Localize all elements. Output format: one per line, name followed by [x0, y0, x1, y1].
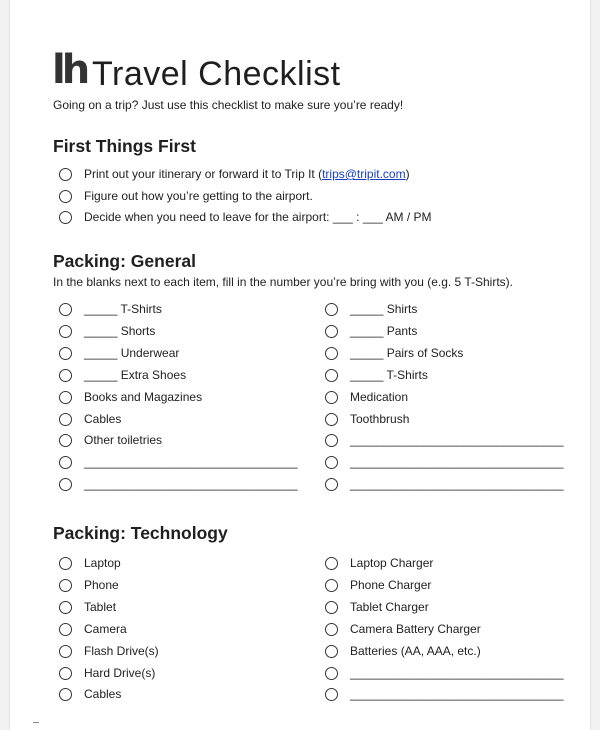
checklist-item-itinerary[interactable]: [59, 164, 410, 184]
checkbox-circle-icon[interactable]: [325, 557, 338, 570]
checkbox-circle-icon[interactable]: [325, 369, 338, 382]
checklist-item[interactable]: [59, 299, 162, 319]
checklist-item[interactable]: [59, 365, 186, 385]
checkbox-circle-icon[interactable]: [59, 478, 72, 491]
section-heading-first-things: First Things First: [53, 136, 196, 156]
checklist-item[interactable]: [325, 619, 481, 639]
checkbox-circle-icon[interactable]: [59, 369, 72, 382]
item-label: _____ Shirts: [350, 302, 418, 316]
intro-text: Going on a trip? Just use this checklist to make sure you’re ready!: [53, 98, 404, 112]
item-label: ________________________________: [350, 455, 564, 469]
item-label: Books and Magazines: [84, 390, 203, 404]
checkbox-circle-icon[interactable]: [59, 211, 72, 224]
checklist-item[interactable]: [325, 663, 564, 683]
checklist-item[interactable]: [325, 409, 409, 429]
item-label: ________________________________: [350, 477, 564, 491]
checkbox-circle-icon[interactable]: [325, 667, 338, 680]
item-label: _____ T-Shirts: [84, 302, 162, 316]
checklist-item[interactable]: [325, 343, 463, 363]
checkbox-circle-icon[interactable]: [325, 434, 338, 447]
checklist-item[interactable]: [59, 553, 121, 573]
item-label: Camera Battery Charger: [350, 622, 481, 636]
item-label: Tablet: [84, 600, 117, 614]
checkbox-circle-icon[interactable]: [59, 667, 72, 680]
item-label: Tablet Charger: [350, 600, 429, 614]
checklist-item[interactable]: [325, 553, 433, 573]
item-label: Other toiletries: [84, 433, 163, 447]
checklist-item[interactable]: [59, 321, 155, 341]
item-label: Toothbrush: [350, 412, 410, 426]
item-label: _____ Extra Shoes: [84, 368, 187, 382]
checklist-item[interactable]: [325, 474, 564, 494]
checkbox-circle-icon[interactable]: [59, 579, 72, 592]
checkbox-circle-icon[interactable]: [59, 168, 72, 181]
checkbox-circle-icon[interactable]: [59, 688, 72, 701]
checklist-item-airport-transport[interactable]: [59, 186, 313, 206]
checklist-item[interactable]: [59, 575, 119, 595]
checkbox-circle-icon[interactable]: [325, 325, 338, 338]
item-label: _____ Shorts: [84, 324, 156, 338]
section-heading-packing-technology: Packing: Technology: [53, 523, 228, 543]
checklist-item[interactable]: [325, 684, 564, 704]
item-label: Phone: [84, 578, 119, 592]
checklist-item[interactable]: [59, 641, 159, 661]
item-label: Medication: [350, 390, 409, 404]
checkbox-circle-icon[interactable]: [59, 623, 72, 636]
item-label: Decide when you need to leave for the airport: ___ : ___ AM / PM: [84, 210, 432, 224]
checklist-item[interactable]: [325, 641, 481, 661]
item-label: Laptop: [84, 556, 121, 570]
item-label: Phone Charger: [350, 578, 432, 592]
tripit-email-link[interactable]: trips@tripit.com: [322, 167, 406, 181]
item-label: ________________________________: [350, 433, 564, 447]
checkbox-circle-icon[interactable]: [59, 190, 72, 203]
lh-logo: lh: [52, 47, 87, 93]
checklist-item[interactable]: [59, 452, 298, 472]
checklist-item[interactable]: [325, 452, 564, 472]
item-label: ________________________________: [350, 687, 564, 701]
checklist-item[interactable]: [59, 409, 121, 429]
checklist-item-leave-time[interactable]: [59, 207, 432, 227]
checkbox-circle-icon[interactable]: [325, 601, 338, 614]
item-label: _____ Underwear: [84, 346, 180, 360]
item-label-suffix: ): [405, 167, 410, 181]
checklist-item[interactable]: [59, 597, 116, 617]
checkbox-circle-icon[interactable]: [59, 347, 72, 360]
checkbox-circle-icon[interactable]: [59, 434, 72, 447]
checkbox-circle-icon[interactable]: [59, 557, 72, 570]
checkbox-circle-icon[interactable]: [325, 623, 338, 636]
checkbox-circle-icon[interactable]: [325, 478, 338, 491]
item-label: Cables: [84, 412, 122, 426]
checklist-item[interactable]: [59, 663, 155, 683]
checkbox-circle-icon[interactable]: [59, 303, 72, 316]
item-label: Cables: [84, 687, 122, 701]
item-label: ________________________________: [84, 455, 298, 469]
checklist-item[interactable]: [325, 387, 408, 407]
item-label: Print out your itinerary or forward it to Trip It (: [84, 167, 323, 181]
section-heading-packing-general: Packing: General: [53, 251, 196, 271]
page-title: Travel Checklist: [92, 55, 341, 93]
checkbox-circle-icon[interactable]: [325, 688, 338, 701]
checkbox-circle-icon[interactable]: [59, 601, 72, 614]
checkbox-circle-icon[interactable]: [325, 645, 338, 658]
item-label: Laptop Charger: [350, 556, 434, 570]
checkbox-circle-icon[interactable]: [325, 579, 338, 592]
item-label: ________________________________: [350, 666, 564, 680]
checkbox-circle-icon[interactable]: [325, 391, 338, 404]
checklist-item[interactable]: [325, 597, 429, 617]
checklist-item[interactable]: [59, 684, 121, 704]
checklist-item[interactable]: [59, 343, 179, 363]
checkbox-circle-icon[interactable]: [325, 456, 338, 469]
checkbox-circle-icon[interactable]: [325, 413, 338, 426]
checklist-item[interactable]: [325, 321, 417, 341]
checkbox-circle-icon[interactable]: [59, 645, 72, 658]
checkbox-circle-icon[interactable]: [59, 391, 72, 404]
checklist-item[interactable]: [59, 387, 202, 407]
checklist-item[interactable]: [59, 474, 298, 494]
checklist-item[interactable]: [59, 430, 162, 450]
checkbox-circle-icon[interactable]: [325, 303, 338, 316]
checklist-item[interactable]: [325, 299, 417, 319]
item-label: Hard Drive(s): [84, 666, 156, 680]
item-label: Batteries (AA, AAA, etc.): [350, 644, 481, 658]
item-label: Figure out how you’re getting to the airport.: [84, 189, 313, 203]
packing-general-instructions: In the blanks next to each item, fill in the number you’re bring with you (e.g. 5 T-Shirts).: [53, 275, 514, 289]
item-label: _____ T-Shirts: [350, 368, 428, 382]
checkbox-circle-icon[interactable]: [59, 325, 72, 338]
checklist-item[interactable]: [59, 619, 127, 639]
page-corner-mark: [33, 722, 39, 723]
checklist-item[interactable]: [325, 365, 428, 385]
checkbox-circle-icon[interactable]: [59, 456, 72, 469]
checkbox-circle-icon[interactable]: [325, 347, 338, 360]
item-label: ________________________________: [84, 477, 298, 491]
item-label: Camera: [84, 622, 127, 636]
item-label: _____ Pants: [350, 324, 418, 338]
item-label: Flash Drive(s): [84, 644, 159, 658]
checkbox-circle-icon[interactable]: [59, 413, 72, 426]
checklist-item[interactable]: [325, 430, 564, 450]
item-label: _____ Pairs of Socks: [350, 346, 464, 360]
checklist-item[interactable]: [325, 575, 431, 595]
